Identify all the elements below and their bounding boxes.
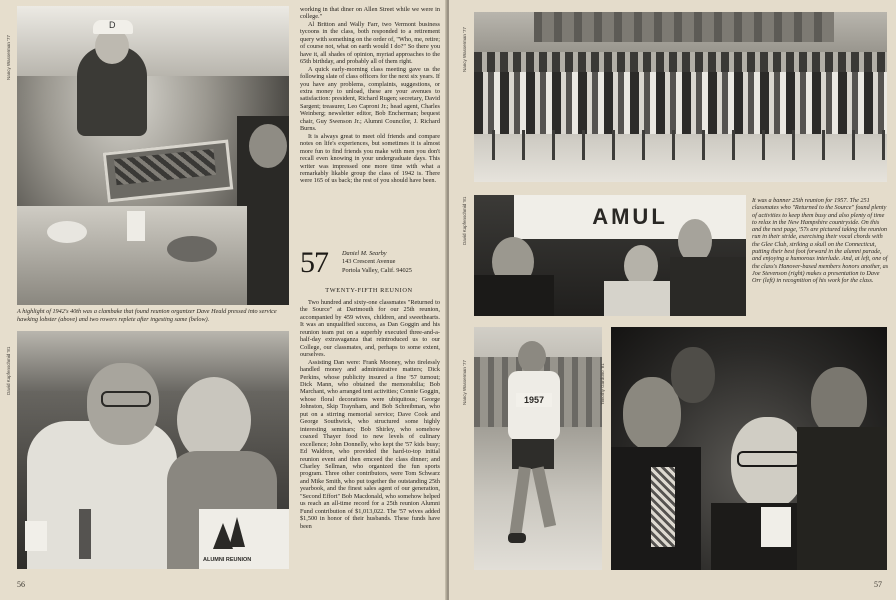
runner-photo [474,327,602,570]
paragraph: working in that diner on Allen Street while we were in college." [300,6,440,21]
banner-text: ALUMNI REUNION [203,557,252,563]
secretary-name: Daniel M. Searby [342,250,387,257]
photo-credit-bottom-left: David Kapfenschmid '81 [6,346,11,395]
page-number-left: 56 [17,580,25,589]
paragraph: It is always great to meet old friends and compare notes on life's experiences, but sometimes it is almost more fun to find friends you make with men you don't recall even knowing in your undergraduate days. This writer was impressed one more time with what a remarkably likable group the class of 1942 is. There were 165 of us back; the rest of you should have been. [300,132,440,185]
left-caption: A highlight of 1942's 40th was a clambake that found reunion organizer Dave Heald pressed into service hawking lobster (above) and two rowers replete after ingesting same (below). [17,308,277,323]
hat-text: D [109,20,116,30]
text-column-1 [300,6,440,185]
photo-credit-top-right: Nancy Wasserman '77 [462,27,467,72]
diners-photo [17,331,289,569]
class-header [300,248,440,282]
text-column-2 [300,299,440,530]
left-page [0,0,447,600]
right-page [449,0,896,600]
photo-credit-bottom-left-right: Nancy Wasserman '77 [462,360,467,405]
city: Portola Valley, Calif. 94025 [342,266,412,274]
paragraph: Assisting Dan were: Frank Mooney, who tirelessly handled money and administrative matters; Dick Perkins, whose publicity insured a fine '57 turnout; Dick Mann, who obtained the memorabilia; Bob Marchant, who arranged tent activities; Connie Goggin, whose floral decorations were ubiquitous; George Johnston, Skip Traynham, and Bob Schreibman, who put on a stirring memorial service; Dave Cook and George Southwick, who structured some highly interesting seminars; Bob Shirley, who somehow coaxed Thayer food to new levels of culinary excellence; John Donnelly, who kept the '57 kids busy; Ed Waldron, who provided the hard-to-top initial reunion event and then emceed the class dinner; and Charley Sellman, who organized the fun sports program. Three other contributors, were Tom Schwarz and Mike Smith, who put together the outstanding 25th yearbook, and the finest sales agent of our generation, "Second Effort" Bob Macdonald, who somehow helped us reach an all-time record for a 25th reunion Alumni Fund contribution of $1,013,022. The '57 wives added $1,500 in honor of their husbands. These funds have been [300,358,440,530]
clambake-photo [17,6,289,305]
photo-credit-bottom-right: Timothy Garduno '81 [600,363,605,405]
paragraph: Two hundred and sixty-one classmates "Returned to the Source" at Dartmouth for our 25th reunion, accompanied by 459 wives, children, and sweethearts. It was an unqualified success, as Dan Goggin and his reunion team put on a superbly executed three-and-a-half-day extravaganza that reintroduced us to our College, our classmates, and, perhaps to some extent, ourselves. [300,299,440,359]
paragraph: A quick early-morning class meeting gave us the following slate of class officers for the next six years. If you have any problems, complaints, suggestions, or extra money to unload, these are your avenues to satisfaction: president, Richard Rugen; secretary, David Sargent; treasurer, Leo Caproni Jr.; head agent, Charles Weinberg; newsletter editor, Bob Encherman; bequest chair, Guy Swenson Jr.; Alumni Councilor, J. Richard Burns. [300,65,440,133]
paragraph: Al Britton and Wally Farr, two Vermont business tycoons in the class, both responded to a retirement query with something on the order of, "Who, me, retire; of course not, what on earth would I do?" So there you have it, all shades of opinion, myriad approaches to the 65th birthday, and probably all of them right. [300,20,440,66]
section-subhead: TWENTY-FIFTH REUNION [325,287,413,294]
class-secretary-address [342,250,412,275]
right-caption: It was a banner 25th reunion for 1957. The 251 classmates who "Returned to the Source" found plenty of activities to keep them busy and also plenty of time to relax in the New Hampshire countryside. On this and the next page, '57s are pictured taking the reunion run in their stride, exercising their vocal chords with the Glee Club, striking a skull on the Connecticut, putting their best foot forward in the alumni parade, and enjoying a humorous interlude. And, at left, one of the class's Hanover-based members honors another, as Joe Stevenson (right) makes a presentation to Dave Orr (left) in recognition of his work for the class. [752,197,889,285]
presentation-photo [611,327,887,570]
class-year: 57 [300,246,328,279]
page-number-right: 57 [874,580,882,589]
street: 143 Crescent Avenue [342,258,396,266]
runner-bib-number: 1957 [516,393,552,407]
sign-text: AMUL [514,195,746,239]
runners-photo [474,12,887,182]
photo-credit-middle-right: David Kapfenschmid '81 [462,196,467,245]
photo-credit-top-left: Nancy Wasserman '77 [6,35,11,80]
banquet-photo [474,195,746,316]
